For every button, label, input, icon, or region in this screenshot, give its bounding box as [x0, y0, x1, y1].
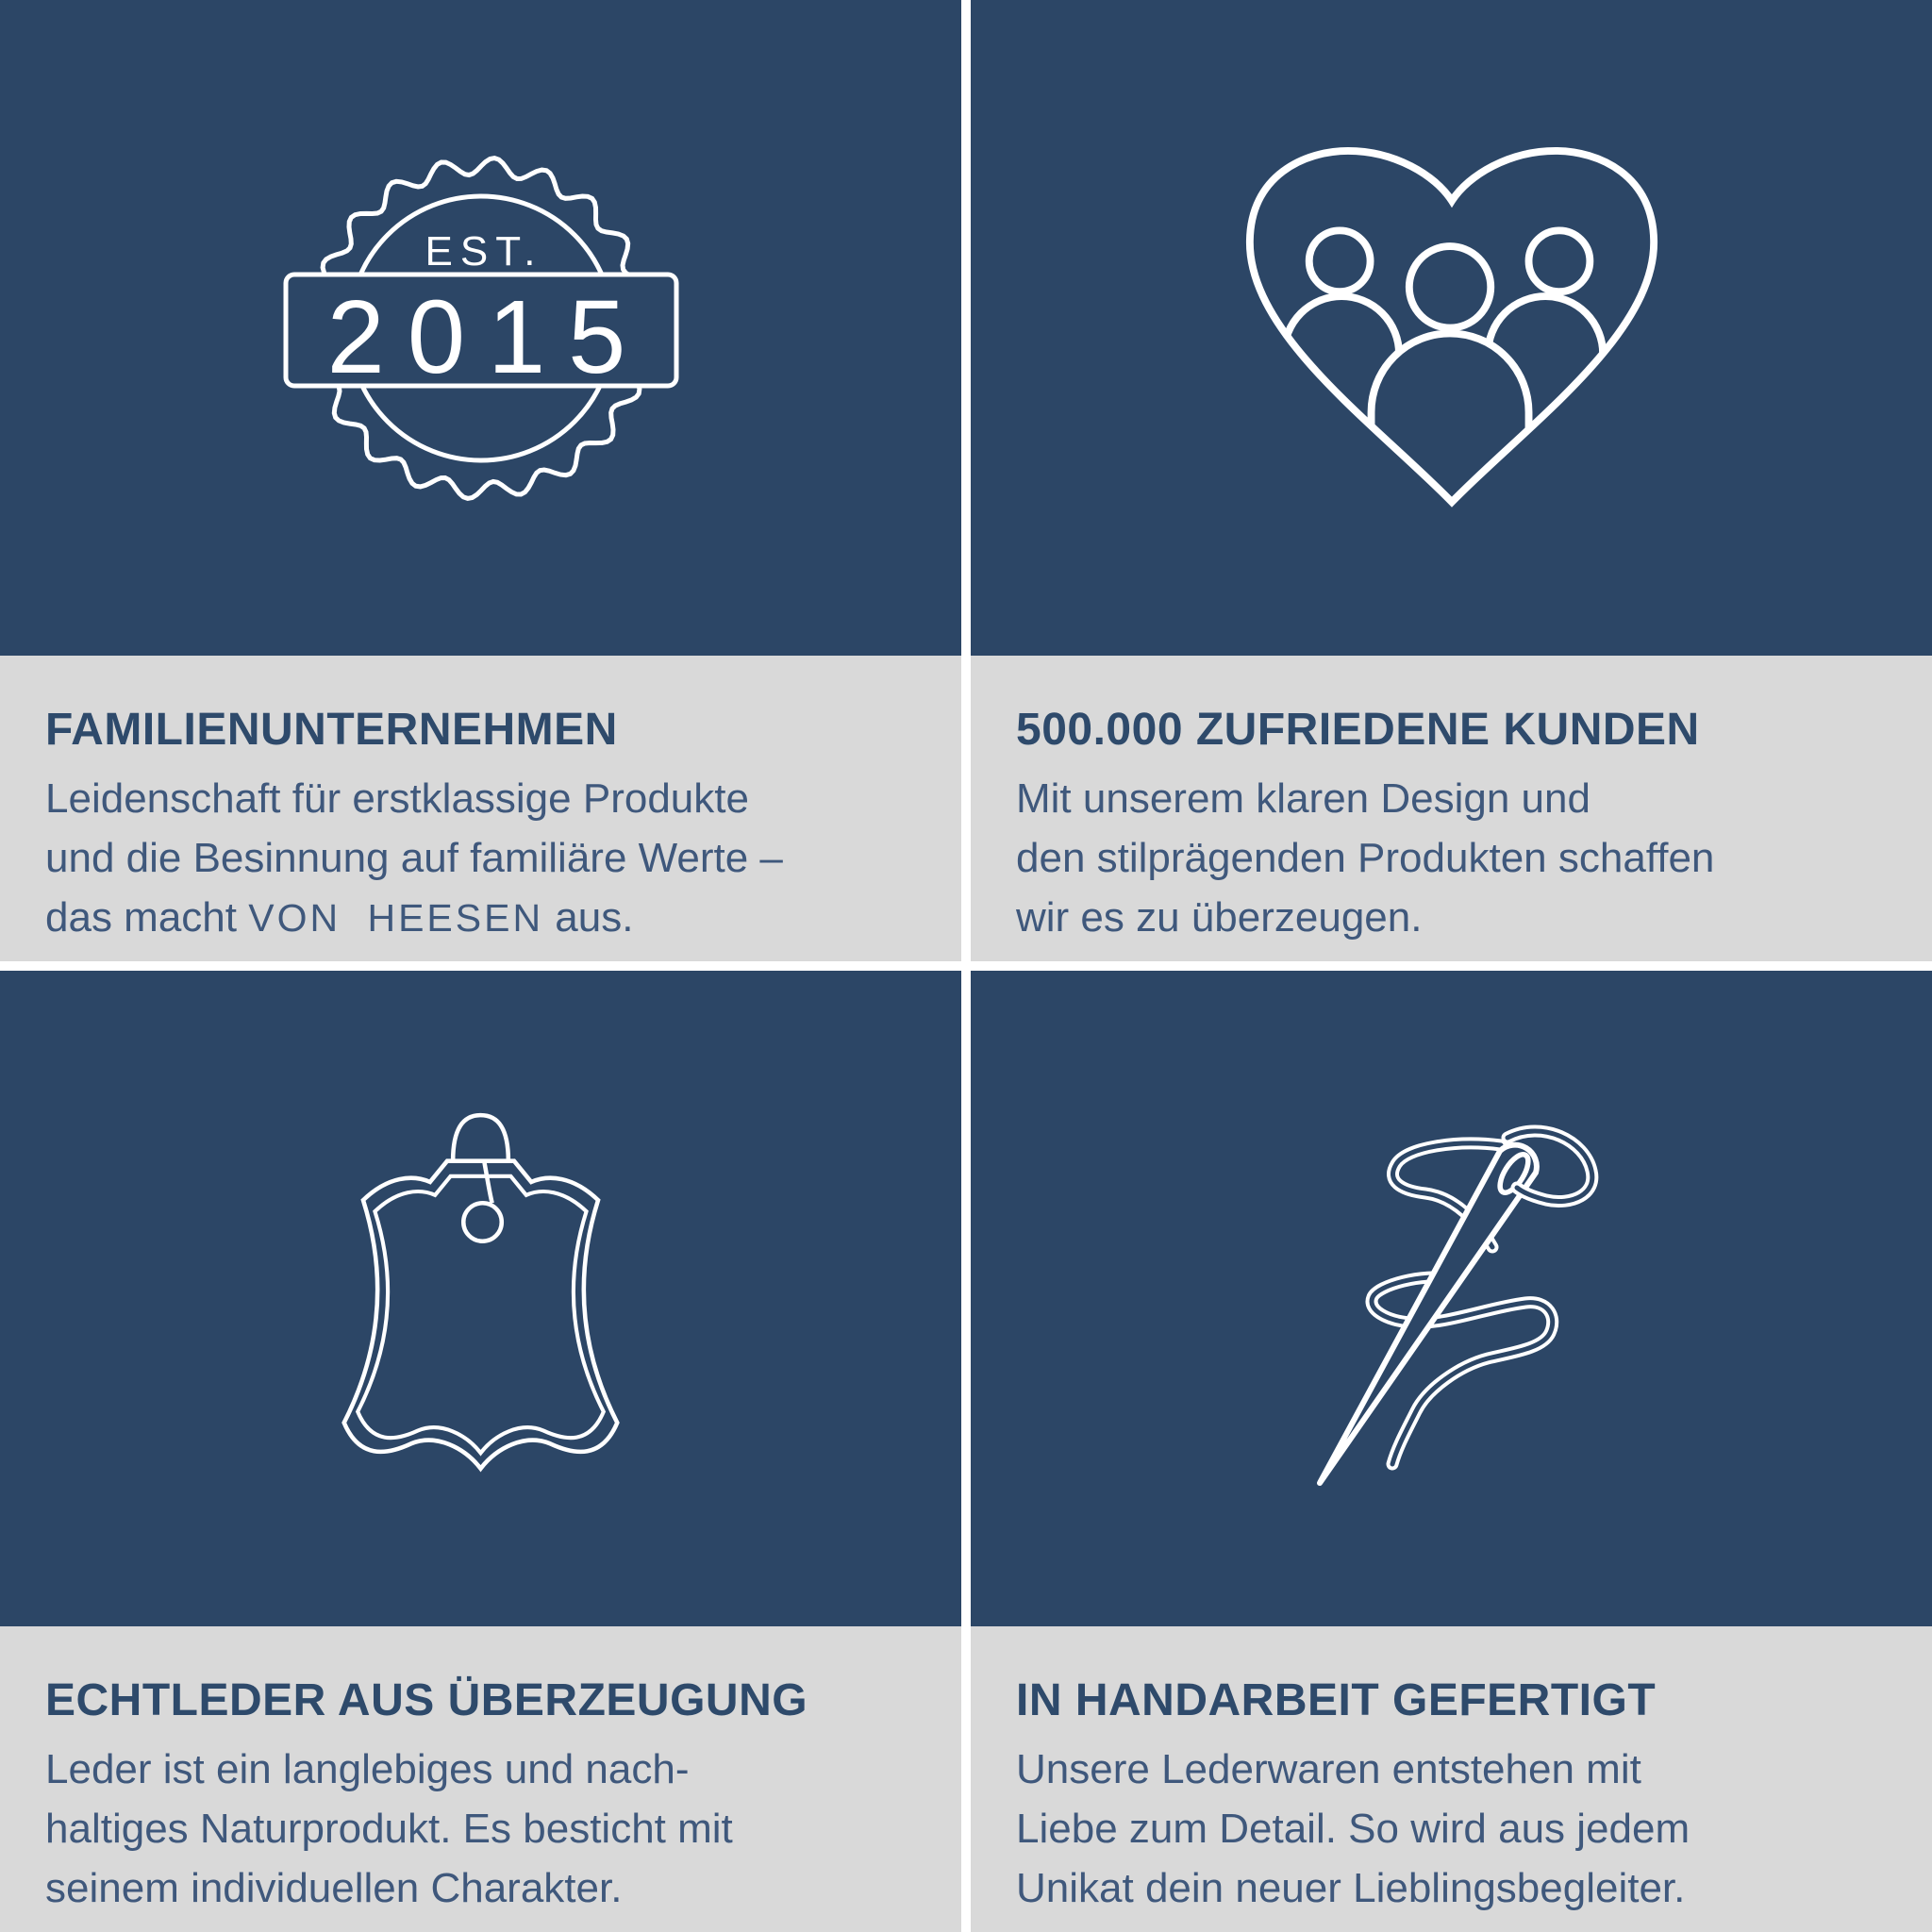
badge-year-label: 2015 — [326, 278, 648, 395]
badge-est-label: EST. — [425, 227, 542, 275]
card-zufriedene-kunden — [971, 0, 1932, 961]
brand-wordmark: VON HEESEN — [248, 896, 544, 940]
card-body-line: Unsere Lederwaren entstehen mit — [1016, 1746, 1641, 1792]
person-center-body — [1371, 333, 1528, 509]
leather-tab-string — [485, 1163, 492, 1204]
card-handarbeit — [971, 971, 1932, 1932]
leather-tab-arch — [453, 1115, 508, 1161]
card-heading: 500.000 ZUFRIEDENE KUNDEN — [1016, 705, 1700, 755]
card-caption — [0, 1626, 961, 1932]
leather-ring — [463, 1203, 502, 1241]
card-caption — [971, 1626, 1932, 1932]
card-art-panel — [0, 0, 961, 656]
card-art-panel — [0, 971, 961, 1626]
card-body-line: Leidenschaft für erstklassige Produkte — [45, 775, 749, 822]
card-heading: FAMILIENUNTERNEHMEN — [45, 705, 618, 755]
card-echtleder — [0, 971, 961, 1932]
established-2015-badge-icon — [278, 125, 684, 531]
person-left-head — [1308, 230, 1370, 291]
card-body-line: wir es zu überzeugen. — [1016, 894, 1423, 941]
card-body-line: das macht VON HEESEN aus. — [45, 894, 634, 941]
card-body-line: Liebe zum Detail. So wird aus jedem — [1016, 1806, 1690, 1852]
card-body-line: seinem individuellen Charakter. — [45, 1865, 623, 1911]
leather-hide-icon — [313, 1108, 648, 1490]
card-body-line: Mit unserem klaren Design und — [1016, 775, 1591, 822]
card-body-line: den stilprägenden Produkten schaffen — [1016, 835, 1715, 881]
heart-family-icon — [1239, 145, 1665, 511]
card-body-line: haltiges Naturprodukt. Es besticht mit — [45, 1806, 733, 1852]
card-body-line: Leder ist ein langlebiges und nach- — [45, 1746, 690, 1792]
card-heading: IN HANDARBEIT GEFERTIGT — [1016, 1675, 1657, 1725]
card-caption — [0, 656, 961, 961]
card-heading: ECHTLEDER AUS ÜBERZEUGUNG — [45, 1675, 808, 1725]
needle-thread-icon — [1301, 1106, 1603, 1492]
card-familienunternehmen — [0, 0, 961, 961]
person-right-head — [1528, 230, 1590, 291]
card-caption — [971, 656, 1932, 961]
person-center-head — [1408, 246, 1490, 327]
card-body-line: Unikat dein neuer Lieblingsbegleiter. — [1016, 1865, 1686, 1911]
card-body-line: und die Besinnung auf familiäre Werte – — [45, 835, 783, 881]
card-art-panel — [971, 971, 1932, 1626]
card-art-panel — [971, 0, 1932, 656]
